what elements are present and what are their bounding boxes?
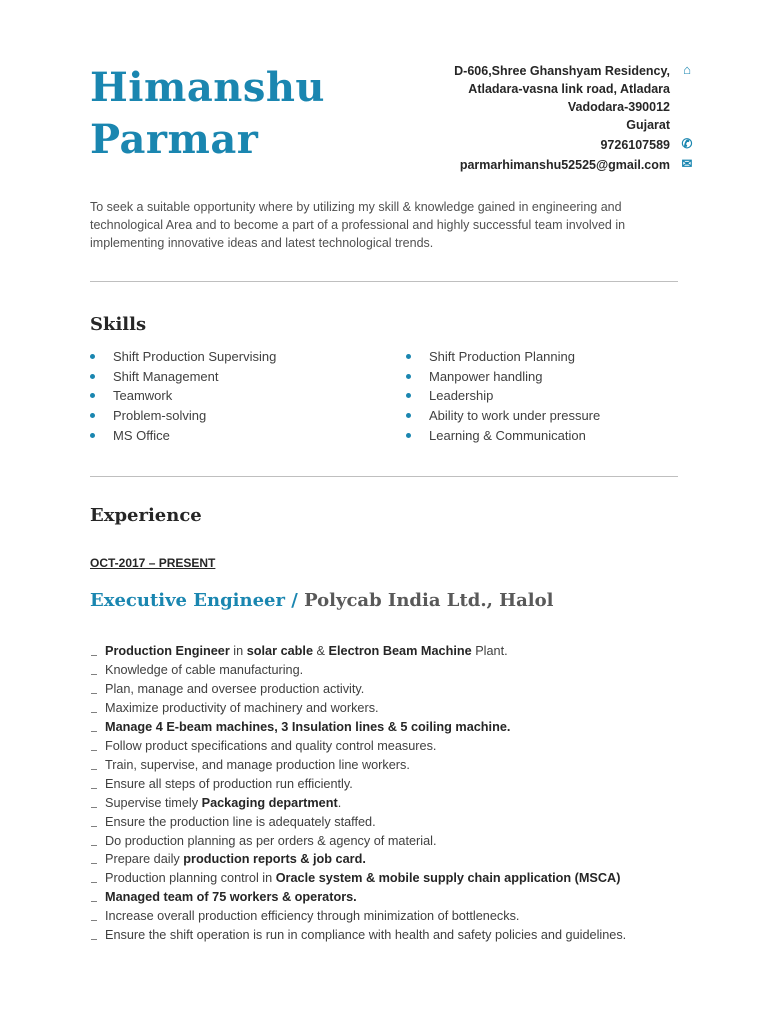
duty-text: Manage 4 E-beam machines, 3 Insulation lines & 5 coiling machine. xyxy=(105,719,511,734)
duty-text: in xyxy=(229,644,247,658)
duty-item xyxy=(90,680,626,699)
duty-text: Production planning control in xyxy=(105,871,276,886)
skill-item: Shift Management xyxy=(90,367,276,387)
duty-text: Managed team of 75 workers & operators. xyxy=(105,890,357,905)
experience-heading: Experience xyxy=(90,505,202,526)
duty-text: Train, supervise, and manage production line workers. xyxy=(105,757,410,772)
divider xyxy=(90,476,678,477)
skill-item: Learning & Communication xyxy=(406,426,600,446)
duty-item xyxy=(90,775,626,794)
skill-item: Manpower handling xyxy=(406,367,600,387)
duty-item xyxy=(90,718,626,737)
duty-item xyxy=(90,869,626,888)
duty-item xyxy=(90,642,626,661)
duty-text: Maximize productivity of machinery and workers. xyxy=(105,700,379,715)
skill-item: Problem-solving xyxy=(90,406,276,426)
email-icon: ✉ xyxy=(681,156,693,171)
duty-item xyxy=(90,813,626,832)
divider xyxy=(90,281,678,282)
duty-text: Packaging department xyxy=(201,795,338,810)
duty-item xyxy=(90,794,626,813)
address-line: Vadodara-390012 xyxy=(567,100,670,114)
address-line: D-606,Shree Ghanshyam Residency, xyxy=(454,64,670,78)
duty-text: solar cable xyxy=(246,644,314,658)
duty-text: Oracle system & mobile supply chain application (MSCA) xyxy=(275,871,621,886)
duty-item xyxy=(90,832,626,851)
job-date: OCT-2017 – PRESENT xyxy=(90,556,216,570)
duties-list xyxy=(90,642,626,945)
duty-text: Do production planning as per orders & agency of material. xyxy=(105,833,437,848)
duty-text: Plan, manage and oversee production activity. xyxy=(105,681,365,696)
skill-item: MS Office xyxy=(90,426,276,446)
duty-text: Follow product specifications and quality control measures. xyxy=(105,738,437,753)
contact-info xyxy=(454,62,693,174)
home-icon: ⌂ xyxy=(683,62,691,77)
duty-item xyxy=(90,661,626,680)
duty-item xyxy=(90,850,626,869)
skills-heading: Skills xyxy=(90,314,147,335)
duty-text: . xyxy=(337,795,342,810)
skill-item: Ability to work under pressure xyxy=(406,406,600,426)
duty-item xyxy=(90,699,626,718)
duty-text: & xyxy=(313,644,329,658)
address-line: Gujarat xyxy=(626,118,670,132)
duty-text: Increase overall production efficiency through minimization of bottlenecks. xyxy=(105,909,520,924)
duty-text: Ensure all steps of production run efficiently. xyxy=(105,776,353,791)
skill-item: Shift Production Planning xyxy=(406,347,600,367)
skills-list-left xyxy=(90,347,276,446)
company: Polycab India Ltd., Halol xyxy=(304,590,554,611)
candidate-name xyxy=(90,62,325,166)
skill-item: Leadership xyxy=(406,386,600,406)
skill-item: Teamwork xyxy=(90,386,276,406)
duty-text: Electron Beam Machine xyxy=(328,644,472,658)
objective: To seek a suitable opportunity where by utilizing my skill & knowledge gained in engineering and technological Area and to become a part of a professional and highly successful team involved in implementing innovative ideas and latest technological trends. xyxy=(90,200,626,250)
duty-text: production reports & job card. xyxy=(183,852,366,867)
duty-item xyxy=(90,737,626,756)
job-title: Executive Engineer / xyxy=(90,590,305,611)
email-link[interactable]: parmarhimanshu52525@gmail.com xyxy=(459,158,670,172)
job-heading xyxy=(90,590,554,611)
duty-text: Plant. xyxy=(471,644,508,658)
duty-text: Knowledge of cable manufacturing. xyxy=(105,662,304,677)
duty-text: Ensure the production line is adequately staffed. xyxy=(105,814,376,829)
duty-text: Production Engineer xyxy=(105,644,230,658)
duty-item xyxy=(90,756,626,775)
first-name: Himanshu xyxy=(90,64,325,111)
duty-item xyxy=(90,888,626,907)
phone: 9726107589 xyxy=(600,138,670,152)
address-line: Atladara-vasna link road, Atladara xyxy=(468,82,670,96)
last-name: Parmar xyxy=(90,116,259,163)
duty-item xyxy=(90,907,626,926)
duty-text: Ensure the shift operation is run in compliance with health and safety policies and guidelines. xyxy=(105,928,627,943)
phone-icon: ✆ xyxy=(681,136,693,151)
duty-text: Supervise timely xyxy=(105,795,202,810)
skill-item: Shift Production Supervising xyxy=(90,347,276,367)
duty-item xyxy=(90,926,626,945)
duty-text: Prepare daily xyxy=(105,852,184,867)
phone-row xyxy=(454,136,693,154)
email-row xyxy=(454,156,693,174)
skills-list-right xyxy=(406,347,600,446)
